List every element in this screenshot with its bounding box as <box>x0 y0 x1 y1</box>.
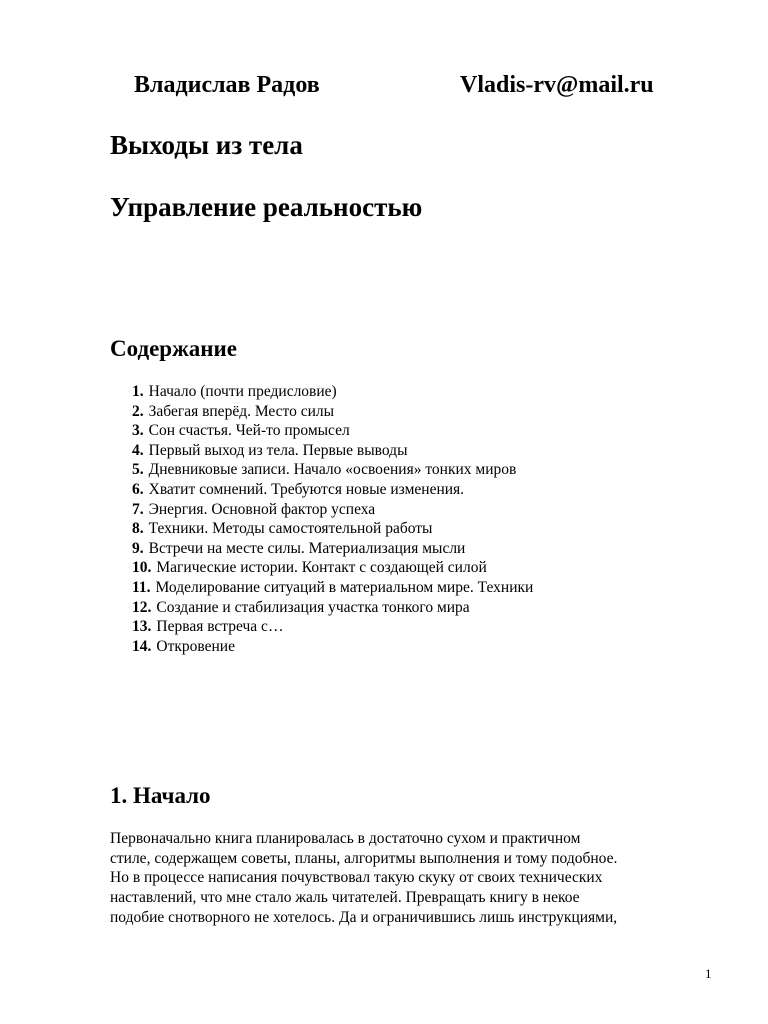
toc-item <box>132 539 533 559</box>
toc-item-number: 5. <box>132 461 144 479</box>
toc-item <box>132 519 533 539</box>
toc-item-text: Магические истории. Контакт с создающей силой <box>156 559 487 577</box>
toc-item-text: Моделирование ситуаций в материальном мире. Техники <box>155 578 534 596</box>
document-title: Выходы из тела <box>110 130 303 160</box>
document-subtitle: Управление реальностью <box>110 192 423 222</box>
paragraph-line: Первоначально книга планировалась в достаточно сухом и практичном <box>110 830 581 847</box>
paragraph-line: Но в процессе написания почувствовал такую скуку от своих технических <box>110 869 603 887</box>
toc-item <box>132 382 533 402</box>
toc-item-text: Техники. Методы самостоятельной работы <box>148 520 433 538</box>
section-paragraph <box>110 829 710 928</box>
toc-item-number: 12. <box>132 598 152 616</box>
toc-item <box>132 460 533 480</box>
toc-item-text: Дневниковые записи. Начало «освоения» тонких миров <box>148 461 517 479</box>
toc-item-number: 1. <box>132 383 144 400</box>
toc-item-text: Откровение <box>156 637 235 655</box>
toc-item-text: Встречи на месте силы. Материализация мысли <box>148 539 466 557</box>
page-number: 1 <box>705 966 712 981</box>
toc-item-text: Начало (почти предисловие) <box>148 383 337 400</box>
toc-item-text: Хватит сомнений. Требуются новые изменения. <box>148 480 465 498</box>
toc-item-text: Первый выход из тела. Первые выводы <box>148 441 408 459</box>
toc-item <box>132 578 533 598</box>
toc-item-number: 4. <box>132 441 144 459</box>
toc-item <box>132 617 533 637</box>
toc-item <box>132 558 533 578</box>
toc-heading: Содержание <box>110 336 237 361</box>
paragraph-line: подобие снотворного не хотелось. Да и ограничившись лишь инструкциями, <box>110 908 618 926</box>
toc-item-number: 2. <box>132 402 144 420</box>
toc-item-text: Первая встреча с… <box>156 618 284 636</box>
table-of-contents <box>132 382 533 656</box>
toc-item-number: 8. <box>132 520 144 538</box>
toc-item-text: Сон счастья. Чей-то промысел <box>148 422 350 440</box>
toc-item-number: 14. <box>132 637 152 655</box>
toc-item <box>132 402 533 422</box>
author-name: Владислав Радов <box>134 72 320 98</box>
paragraph-line: стиле, содержащем советы, планы, алгоритмы выполнения и тому подобное. <box>110 849 618 867</box>
toc-item-text: Забегая вперёд. Место силы <box>148 402 335 420</box>
toc-item <box>132 480 533 500</box>
toc-item-number: 13. <box>132 618 152 636</box>
toc-item <box>132 637 533 657</box>
toc-item-number: 6. <box>132 480 144 498</box>
toc-item-text: Энергия. Основной фактор успеха <box>148 500 376 518</box>
toc-item-number: 9. <box>132 539 144 557</box>
toc-item <box>132 441 533 461</box>
toc-item-number: 7. <box>132 500 144 518</box>
paragraph-line: наставлений, что мне стало жаль читателей. Превращать книгу в некое <box>110 889 580 907</box>
toc-item-number: 11. <box>132 578 151 596</box>
author-email: Vladis-rv@mail.ru <box>460 72 654 98</box>
toc-item <box>132 500 533 520</box>
toc-item <box>132 421 533 441</box>
toc-item-text: Создание и стабилизация участка тонкого мира <box>156 598 470 616</box>
toc-item <box>132 598 533 618</box>
section-heading: 1. Начало <box>110 783 211 808</box>
toc-item-number: 3. <box>132 422 144 440</box>
toc-item-number: 10. <box>132 559 152 577</box>
